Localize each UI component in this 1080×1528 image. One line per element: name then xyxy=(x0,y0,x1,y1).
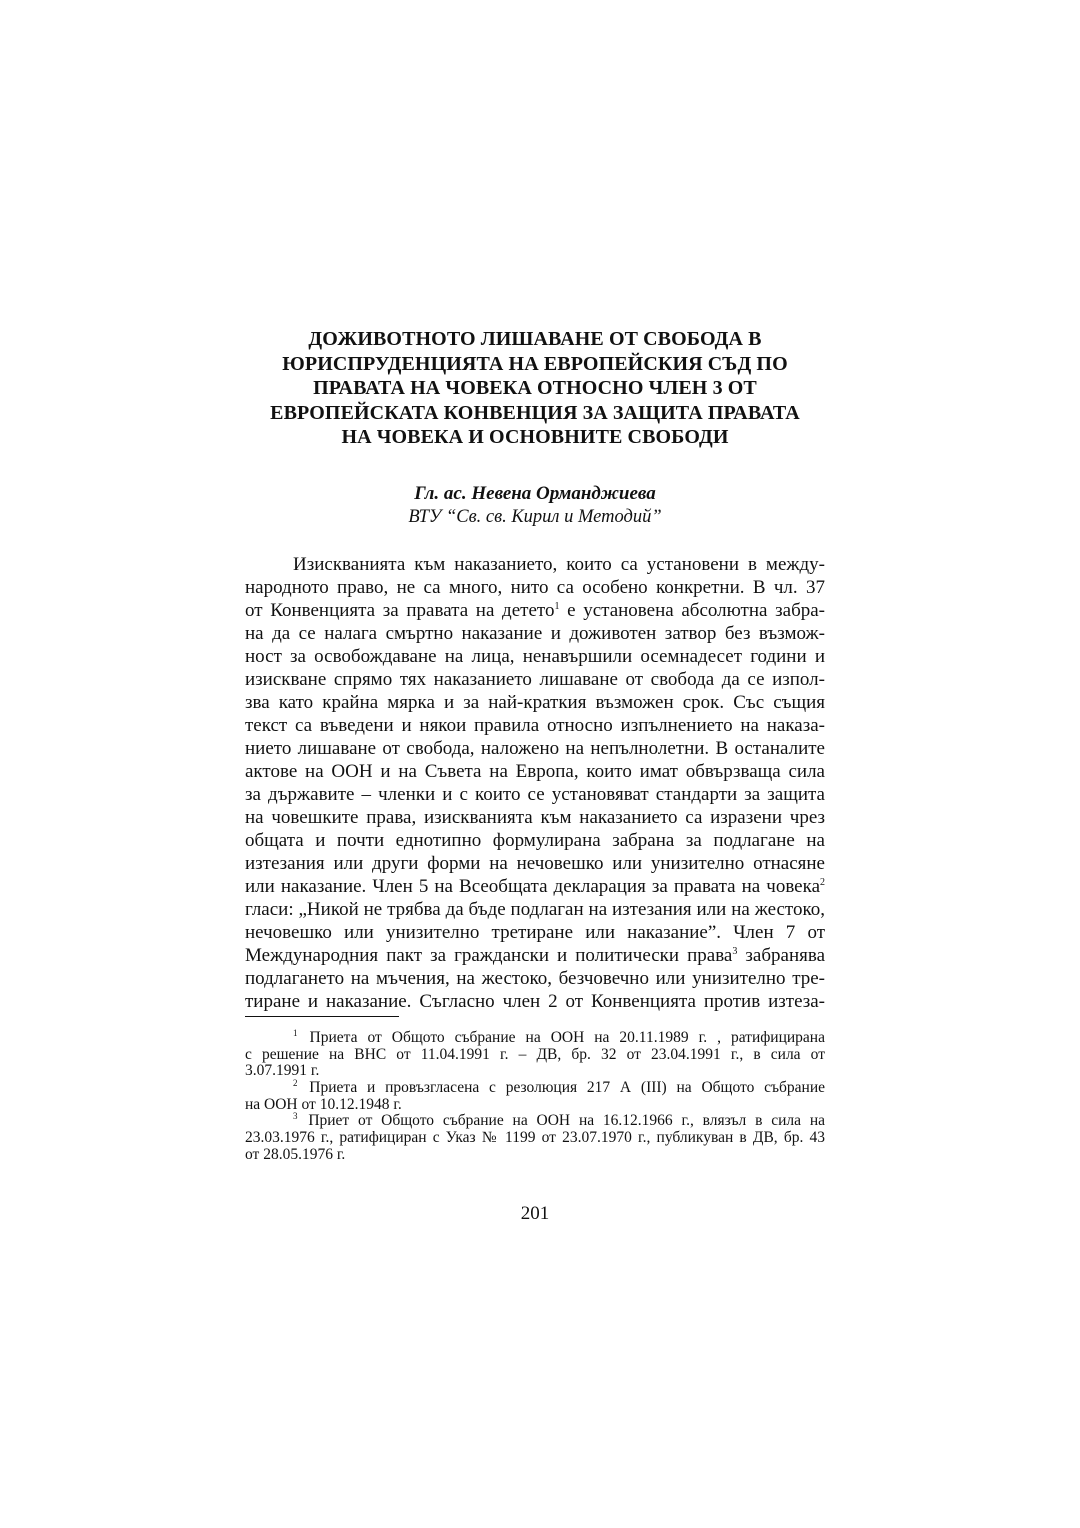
body-line: за държавите – членки и с които се установяват стандарти за защита xyxy=(245,784,825,805)
title-line: ДОЖИВОТНОТО ЛИШАВАНЕ ОТ СВОБОДА В xyxy=(308,328,762,350)
body-line: на да се налага смъртно наказание и доживотен затвор без възмож- xyxy=(245,623,825,644)
body-line xyxy=(245,944,825,967)
body-text-segment: Международния пакт за граждански и политически права xyxy=(245,945,733,966)
footnote-ref-3[interactable]: 3 xyxy=(732,946,738,957)
body-line: тиране и наказание. Съгласно член 2 от Конвенцията против изтеза- xyxy=(245,991,825,1012)
footnote-line: на ООН от 10.12.1948 г. xyxy=(245,1095,402,1113)
footnote-2 xyxy=(245,1080,825,1113)
footnote-line xyxy=(245,1113,825,1130)
footnote-ref-1[interactable]: 1 xyxy=(554,601,560,612)
body-line: изискване спрямо тях наказанието лишаване от свобода да се изпол- xyxy=(245,669,825,690)
body-line: на човешките права, изискванията към наказанието са изразени чрез xyxy=(245,807,825,828)
footnote-text: Приета от Общото събрание на ООН на 20.11.1989 г. , ратифицирана xyxy=(299,1029,825,1046)
footnote-number: 2 xyxy=(293,1078,298,1089)
body-line: нието лишаване от свобода, наложено на непълнолетни. В останалите xyxy=(245,738,825,759)
body-line: гласи: „Никой не трябва да бъде подлаган на изтезания или на жестоко, xyxy=(245,899,825,920)
footnote-ref-2[interactable]: 2 xyxy=(820,877,825,888)
body-text-segment: или наказание. Член 5 на Всеобщата декларация за правата на човека xyxy=(245,876,820,897)
footnote-line: 3.07.1991 г. xyxy=(245,1062,320,1080)
footnote-text: Приета и провъзгласена с резолюция 217 А (III) на Общото събрание xyxy=(299,1079,825,1097)
document-page xyxy=(245,0,825,1528)
footnote-divider xyxy=(245,1016,399,1017)
footnote-3 xyxy=(245,1113,825,1163)
body-line: подлагането на мъчения, на жестоко, безчовечно или унизително тре- xyxy=(245,968,825,989)
body-line: актове на ООН и на Съвета на Европа, които имат обвързваща сила xyxy=(245,761,825,782)
body-line: изтезания или други форми на нечовешко или унизително отнасяне xyxy=(245,853,825,874)
footnote-number: 1 xyxy=(293,1028,298,1038)
body-line: зва като крайна мярка и за най-краткия възможен срок. Със същия xyxy=(245,692,825,713)
body-line: Изискванията към наказанието, които са установени в между- xyxy=(293,554,825,575)
body-line: народното право, не са много, нито са особено конкретни. В чл. 37 xyxy=(245,577,825,598)
title-line: НА ЧОВЕКА И ОСНОВНИТЕ СВОБОДИ xyxy=(341,426,729,448)
title-line: ПРАВАТА НА ЧОВЕКА ОТНОСНО ЧЛЕН 3 ОТ xyxy=(313,377,757,399)
footnote-line: от 28.05.1976 г. xyxy=(245,1145,346,1163)
footnote-text: Приет от Общото събрание на ООН на 16.12.1966 г., влязъл в сила на xyxy=(299,1112,825,1130)
body-paragraph xyxy=(245,553,825,1013)
footnote-line xyxy=(245,1080,825,1097)
body-line: общата и почти еднотипно формулирана забрана за подлагане на xyxy=(245,830,825,851)
footnote-1 xyxy=(245,1030,825,1080)
author-affiliation: ВТУ “Св. св. Кирил и Методий” xyxy=(408,507,662,527)
footnote-line: с решение на ВНС от 11.04.1991 г. – ДВ, бр. 32 от 23.04.1991 г., в сила от xyxy=(245,1045,825,1063)
footnotes xyxy=(245,1030,825,1164)
body-line xyxy=(245,875,825,898)
body-line xyxy=(245,599,825,622)
body-text-segment: е установена абсолютна забра- xyxy=(559,600,825,621)
article-title xyxy=(245,327,825,450)
title-line: ЮРИСПРУДЕНЦИЯТА НА ЕВРОПЕЙСКИЯ СЪД ПО xyxy=(282,352,788,375)
title-line: ЕВРОПЕЙСКАТА КОНВЕНЦИЯ ЗА ЗАЩИТА ПРАВАТА xyxy=(270,401,800,424)
author-name: Гл. ас. Невена Орманджиева xyxy=(414,483,656,504)
body-line: нечовешко или унизително третиране или наказание”. Член 7 от xyxy=(245,922,825,943)
footnote-number: 3 xyxy=(293,1111,298,1122)
body-text-segment: от Конвенцията за правата на детето xyxy=(245,600,555,621)
footnote-line xyxy=(245,1030,825,1047)
body-line: текст са въведени и някои правила относно изпълнението на наказа- xyxy=(245,715,825,736)
body-line: ност за освобождаване на лица, ненавършили осемнадесет години и xyxy=(245,646,825,667)
body-text-segment: забранява xyxy=(737,945,826,966)
page-number: 201 xyxy=(520,1203,550,1224)
footnote-line: 23.03.1976 г., ратифициран с Указ № 1199 от 23.07.1970 г., публикуван в ДВ, бр. 43 xyxy=(245,1129,825,1147)
